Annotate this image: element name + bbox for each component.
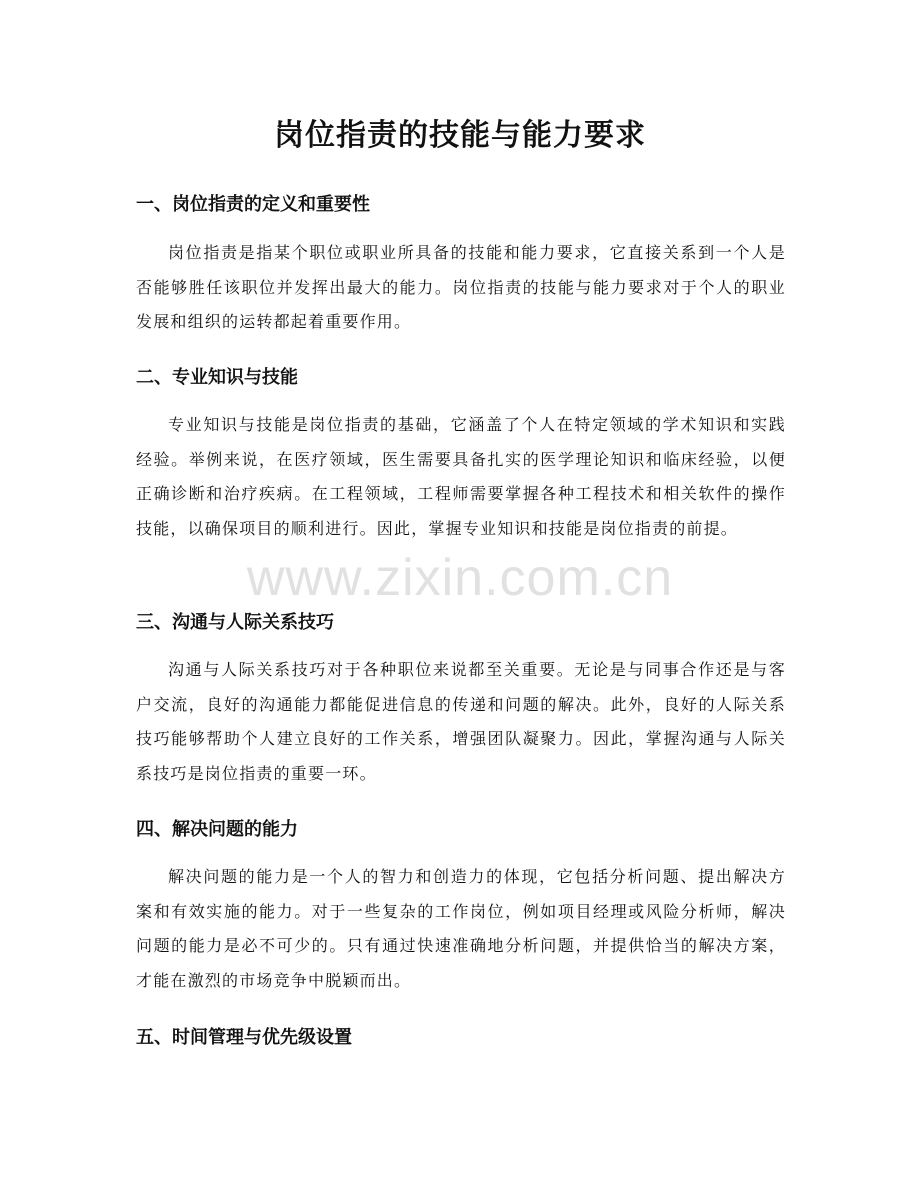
section-paragraph-4: 解决问题的能力是一个人的智力和创造力的体现，它包括分析问题、提出解决方案和有效实施的能力。对于一些复杂的工作岗位，例如项目经理或风险分析师，解决问题的能力是必不可少的。只有通过快速准确地分析问题，并提供恰当的解决方案，才能在激烈的市场竞争中脱颖而出。 [136, 867, 786, 990]
section-heading-5: 五、时间管理与优先级设置 [136, 1027, 352, 1048]
section-paragraph-1: 岗位指责是指某个职位或职业所具备的技能和能力要求，它直接关系到一个人是否能够胜任该职位并发挥出最大的能力。岗位指责的技能与能力要求对于个人的职业发展和组织的运转都起着重要作用。 [136, 243, 786, 331]
watermark: www.zixin.com.cn [246, 549, 674, 607]
section-heading-1: 一、岗位指责的定义和重要性 [136, 194, 370, 215]
section-heading-4: 四、解决问题的能力 [136, 819, 298, 840]
section-paragraph-2: 专业知识与技能是岗位指责的基础，它涵盖了个人在特定领域的学术知识和实践经验。举例来说，在医疗领域，医生需要具备扎实的医学理论知识和临床经验，以便正确诊断和治疗疾病。在工程领域，工程师需要掌握各种工程技术和相关软件的操作技能，以确保项目的顺利进行。因此，掌握专业知识和技能是岗位指责的前提。 [136, 415, 786, 538]
page-title: 岗位指责的技能与能力要求 [274, 118, 646, 153]
section-heading-2: 二、专业知识与技能 [136, 367, 298, 388]
section-heading-3: 三、沟通与人际关系技巧 [136, 612, 334, 633]
section-paragraph-3: 沟通与人际关系技巧对于各种职位来说都至关重要。无论是与同事合作还是与客户交流，良好的沟通能力都能促进信息的传递和问题的解决。此外，良好的人际关系技巧能够帮助个人建立良好的工作关系，增强团队凝聚力。因此，掌握沟通与人际关系技巧是岗位指责的重要一环。 [136, 660, 786, 783]
